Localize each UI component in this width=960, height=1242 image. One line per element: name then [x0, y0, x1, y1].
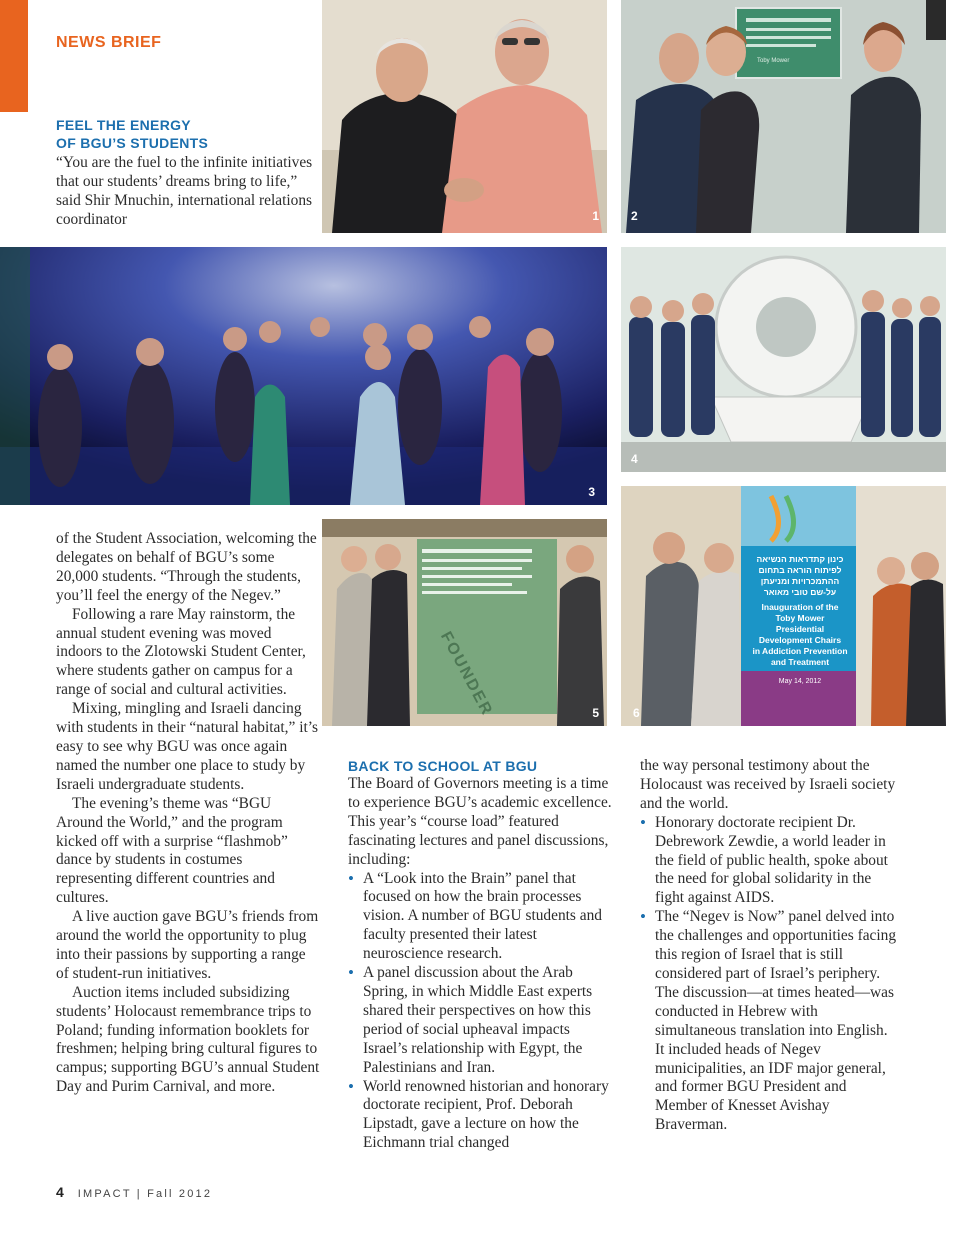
intro-paragraph: “You are the fuel to the infinite initiatives that our students’ dreams bring to life,” said Shir Mnuchin, international relations coordinator	[56, 154, 313, 228]
photo-flashmob-art	[0, 247, 607, 505]
col3-bullet-2: • The “Negev is Now” panel delved into the challenges and opportunities facing this region of Israel that is still considered part of Israel’s periphery. The discussion—at times heated—was conducted in Hebrew with simultaneous translation into English. It included heads of Negev municipalities, an IDF major general, and former BGU President and Member of Knesset Avishay Braverman.	[640, 908, 898, 1135]
col1-paragraph-2: Following a rare May rainstorm, the annual student evening was moved indoors to the Zlotowski Student Center, where students gather on campus for a range of social and cultural activities.	[56, 605, 306, 699]
photo-mri-group	[621, 247, 946, 472]
column-1	[56, 530, 320, 1097]
col2-bullet-list	[348, 870, 614, 1154]
column-3	[640, 757, 898, 1135]
col1-paragraph-3: Mixing, mingling and Israeli dancing with students in their “natural habitat,” it’s easy to see why BGU was once again named the number one place to study by Israeli undergraduate students.	[56, 700, 319, 793]
plaque-founder-engraving: FOUNDER	[436, 629, 496, 720]
banner-english-line2: Toby Mower	[775, 613, 825, 623]
photo-mri-group-art	[621, 247, 946, 472]
banner-english-line4: Development Chairs	[758, 635, 842, 645]
section-label: NEWS BRIEF	[56, 34, 162, 51]
banner-hebrew-line4: על-שם טובי מאואר	[763, 587, 837, 597]
photo-number-6: 6	[633, 706, 640, 720]
photo-flashmob-dance	[0, 247, 607, 505]
col2-bullet-1: • A “Look into the Brain” panel that focused on how the brain processes vision. A number of BGU students and faculty presented their latest neuroscience research.	[348, 870, 614, 965]
col2-intro: The Board of Governors meeting is a time to experience BGU’s academic excellence. This year’s “course load” featured fascinating lectures and panel discussions, including:	[348, 775, 612, 868]
col2-bullet-2: • A panel discussion about the Arab Spring, in which Middle East experts shared their perspectives on how this period of social upheaval impacts Israel’s relationship with Egypt, the Palestinians and Iran.	[348, 964, 614, 1077]
photo-number-5: 5	[592, 706, 599, 720]
banner-date: May 14, 2012	[778, 678, 822, 685]
banner-hebrew-line2: לפיתוח הוראה בתחום	[758, 565, 842, 575]
back-to-school-heading: BACK TO SCHOOL AT BGU	[348, 758, 538, 774]
banner-english-line3: Presidential	[775, 624, 825, 634]
photo-number-3: 3	[588, 485, 595, 499]
plaque2-text: Toby Mower	[757, 58, 790, 64]
col1-paragraph-5: A live auction gave BGU’s friends from around the world the opportunity to plug into their passions by supporting a range of student-run initiatives.	[56, 908, 319, 982]
col3-continuation: the way personal testimony about the Holocaust was received by Israeli society and the world.	[640, 757, 896, 812]
photo-number-4: 4	[631, 452, 638, 466]
col2-bullet-3: • World renowned historian and honorary doctorate recipient, Prof. Deborah Lipstadt, gave a lecture on how the Eichmann trial changed	[348, 1078, 614, 1154]
photo-handshake	[322, 0, 607, 233]
col1-paragraph-4: The evening’s theme was “BGU Around the World,” and the program kicked off with a surprise “flashmob” dance by students in costumes representing different countries and cultures.	[56, 794, 288, 907]
banner-english-line5: in Addiction Prevention	[752, 646, 848, 656]
intro-text	[56, 154, 316, 230]
intro-heading-line1: FEEL THE ENERGY	[56, 117, 191, 133]
banner-hebrew-line3: ההתמכרויות ומניעתן	[760, 576, 840, 586]
banner-hebrew-line1: כינון קתדראות הנשיאה	[756, 554, 844, 564]
intro-heading	[56, 116, 208, 152]
col3-bullet-list	[640, 814, 898, 1135]
photo-number-2: 2	[631, 209, 638, 223]
photo-banner-group	[621, 486, 946, 726]
photo-founder-plaque	[322, 519, 607, 726]
col3-bullet-1: • Honorary doctorate recipient Dr. Debrework Zewdie, a world leader in the field of public health, spoke about the need for global solidarity in the fight against AIDS.	[640, 814, 898, 909]
intro-heading-line2: OF BGU’S STUDENTS	[56, 135, 209, 151]
banner-text-block	[745, 554, 855, 687]
publication-name: IMPACT | Fall 2012	[77, 1188, 213, 1200]
photo-number-1: 1	[592, 209, 599, 223]
orange-section-tab	[0, 0, 28, 112]
column-2-body	[348, 775, 614, 1153]
photo-plaque-group	[621, 0, 946, 233]
photo-handshake-art	[322, 0, 607, 233]
photo-founder-plaque-art	[322, 519, 607, 726]
page-footer	[56, 1184, 212, 1200]
photo-plaque-group-art	[621, 0, 946, 233]
banner-english-line6: and Treatment	[770, 657, 830, 667]
banner-english-line1: Inauguration of the	[761, 602, 839, 612]
column-2	[348, 757, 614, 1153]
page-number: 4	[56, 1184, 64, 1200]
col1-paragraph-6: Auction items included subsidizing students’ Holocaust remembrance trips to Poland; funding information booklets for freshmen; helping bring cultural figures to campus; supporting BGU’s annual Student Day and Purim Carnival, and more.	[56, 983, 320, 1096]
col1-paragraph-1: of the Student Association, welcoming the delegates on behalf of BGU’s some 20,000 students. “Through the students, you’ll feel the energy of the Negev.”	[56, 530, 317, 604]
